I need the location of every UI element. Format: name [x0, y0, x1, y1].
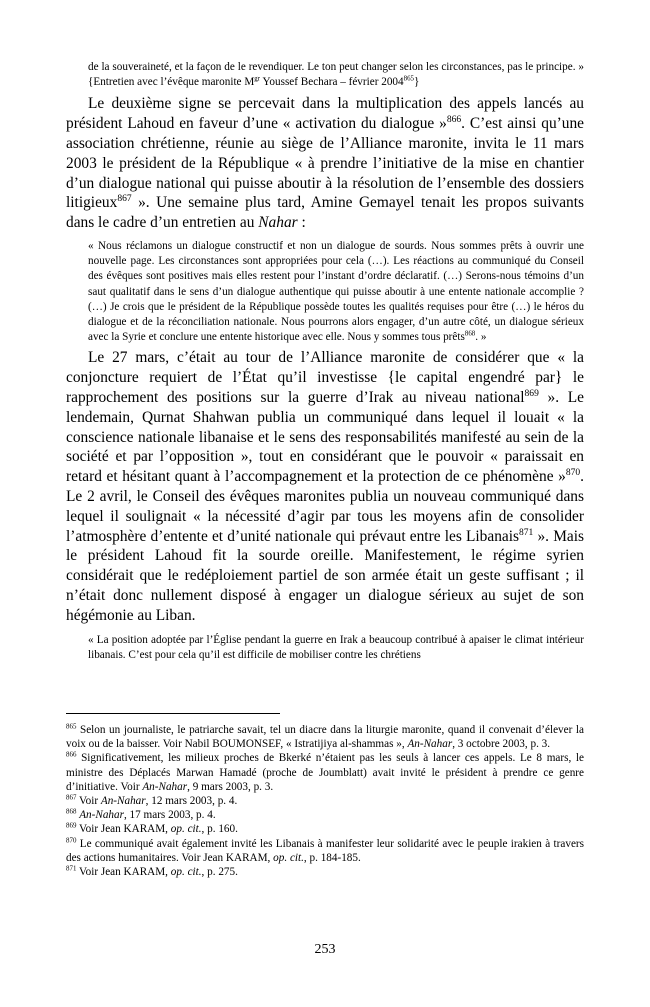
paragraph-text: ». Mais le président Lahoud fit la sourde oreille. Manifestement, le régime syrien considérait que le redéploiement partiel de son armée était un geste suffisant ; il n’était donc nullement disposé à engager un dialogue sérieux au sujet de son hégémonie au Liban.	[66, 527, 584, 624]
footnote-ref: 869	[524, 388, 539, 400]
paragraph-text: Le deuxième signe se percevait dans la multiplication des appels lancés au président Lahoud en faveur d’une « activation du dialogue »	[66, 95, 584, 133]
footnote-866	[66, 751, 584, 794]
footnote-869	[66, 822, 584, 836]
footnote-ref: 865	[403, 74, 415, 83]
footnote-text: Voir	[76, 795, 101, 808]
footnote-number: 868	[66, 807, 77, 816]
footnote-number: 865	[66, 722, 77, 731]
footnote-text: , 9 mars 2003, p. 3.	[187, 780, 274, 793]
quote-text: « Nous réclamons un dialogue constructif et non un dialogue de sourds. Nous sommes prêts à ouvrir une nouvelle page. Les circonstances sont appropriées pour cela (…). Les réactions au communiqué du Conseil des évêques sont positives mais elles restent pour l’instant d’ordre déclaratif. (…) Serons-nous témoins d’un saut qualitatif dans le sens d’un dialogue authentique qui puisse aboutir à une entente nationale accomplie ? (…) Je crois que le président de la République possède toutes les qualités requises pour être (…) le héros du dialogue et de la réconciliation nationale. Nous pourrons alors engager, d’un autre côté, un dialogue sérieux avec la Syrie et conclure une entente historique avec elle. Nous y sommes tous prêts	[88, 239, 584, 344]
footnote-865	[66, 723, 584, 751]
quote-text: de la souveraineté, et la façon de le revendiquer. Le ton peut changer selon les circonstances, pas le principe. » {Entretien avec l’évêque maronite M	[88, 61, 584, 89]
footnote-number: 867	[66, 793, 77, 802]
footnote-text: , p. 160.	[201, 823, 238, 836]
footnote-number: 866	[66, 751, 77, 760]
block-quote-continued	[88, 60, 584, 90]
italic-text: Nahar	[258, 214, 298, 232]
footnote-text: Le communiqué avait également invité les Libanais à manifester leur solidarité avec le peuple irakien à travers des actions humanitaires. Voir Jean KARAM,	[66, 837, 584, 864]
footnote-text: , 3 octobre 2003, p. 3.	[452, 738, 551, 751]
footnote-ref: 871	[519, 526, 534, 538]
footnote-text: Voir Jean KARAM,	[76, 823, 171, 836]
footnote-ref: 866	[446, 114, 462, 126]
footnote-separator	[66, 713, 280, 714]
paragraph	[66, 94, 584, 233]
footnote-text: Significativement, les milieux proches de Bkerké n’étaient pas les seuls à lancer ces appels. Le 8 mars, le ministre des Déplacés Marwan Hamadé (proche de Joumblatt) avait invité le président à prendre ce genre d’initiative. Voir	[66, 752, 584, 793]
italic-text: op. cit.	[170, 823, 202, 836]
quote-text: . »	[475, 331, 487, 344]
footnote-ref: 870	[565, 467, 581, 479]
footnote-text: Selon un journaliste, le patriarche savait, tel un diacre dans la liturgie maronite, quand il convenait d’élever la voix ou de la baisser. Voir Nabil BOUMONSEF, « Istratijiya al-shammas »,	[66, 724, 584, 751]
footnote-text: Voir Jean KARAM,	[76, 866, 171, 879]
footnote-text: , 17 mars 2003, p. 4.	[123, 809, 216, 822]
italic-text: op. cit.	[170, 866, 202, 879]
footnote-text: , p. 184-185.	[303, 851, 361, 864]
superscript: gr	[254, 74, 261, 83]
footnote-868	[66, 808, 584, 822]
paragraph	[66, 348, 584, 625]
paragraph-text: Le 27 mars, c’était au tour de l’Alliance maronite de considérer que « la conjoncture requiert de l’État qu’il investisse {le capital engendré par} le rapprochement des positions sur la guerre d’Irak au niveau national	[66, 349, 584, 406]
paragraph-text: :	[297, 214, 306, 232]
quote-text: Youssef Bechara – février 2004	[260, 76, 404, 89]
italic-text: An-Nahar	[100, 795, 146, 808]
italic-text: An-Nahar	[142, 780, 188, 793]
footnote-text: , p. 275.	[201, 866, 238, 879]
paragraph-text: ». Le lendemain, Qurnat Shahwan publia un communiqué dans lequel il louait « la conscience nationale libanaise et le sens des responsabilités manifesté au sein de la société et par l’opposition », tout en considérant que le pouvoir « paraissait en retard et hésitant quant à l’accompagnement et la protection de ce phénomène »	[66, 389, 584, 486]
footnote-ref: 867	[117, 193, 132, 205]
quote-text: }	[414, 76, 420, 89]
footnote-number: 871	[66, 864, 77, 873]
quote-text: « La position adoptée par l’Église pendant la guerre en Irak a beaucoup contribué à apaiser le climat intérieur libanais. C’est pour cela qu’il est difficile de mobiliser contre les chrétiens	[88, 633, 584, 661]
block-quote	[88, 633, 584, 663]
paragraph-text: . C’est ainsi qu’une association chrétienne, réunie au siège de l’Alliance maronite, invita le 11 mars 2003 le président de la République « à prendre l’initiative de la mise en chantier d’un dialogue national qui puisse aboutir à la résolution de l’ensemble des dossiers litigieux	[66, 115, 584, 212]
paragraph-text: . Le 2 avril, le Conseil des évêques maronites publia un nouveau communiqué dans lequel il soulignait « la nécessité d’agir par tous les moyens afin de consolider l’atmosphère d’entente et d’unité nationale qui prévaut entre les Libanais	[66, 468, 584, 545]
italic-text: An-Nahar	[407, 738, 453, 751]
footnote-number: 870	[66, 836, 77, 845]
italic-text: An-Nahar	[79, 809, 124, 822]
footnote-ref: 868	[464, 329, 476, 338]
footnote-870	[66, 837, 584, 865]
footnote-871	[66, 865, 584, 879]
footnote-text: , 12 mars 2003, p. 4.	[145, 795, 238, 808]
page-number: 253	[314, 942, 336, 957]
footnotes	[66, 713, 584, 879]
footnote-number: 869	[66, 822, 77, 831]
main-text	[66, 60, 584, 663]
footnote-867	[66, 794, 584, 808]
paragraph-text: ». Une semaine plus tard, Amine Gemayel tenait les propos suivants dans le cadre d’un entretien au	[66, 194, 584, 232]
block-quote	[88, 239, 584, 345]
italic-text: op. cit.	[273, 851, 304, 864]
